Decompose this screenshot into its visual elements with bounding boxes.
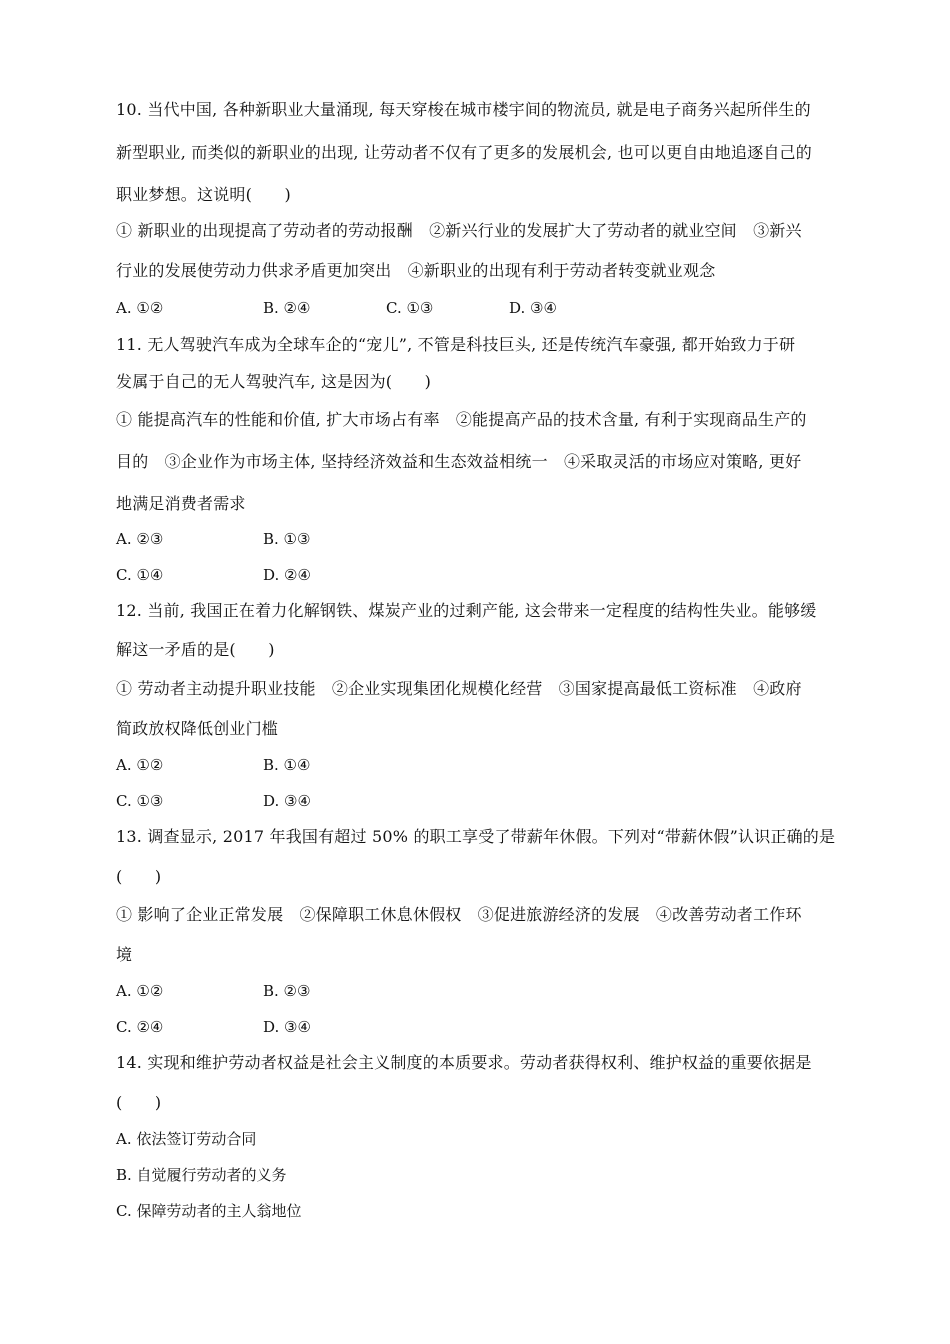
statement-line: ① 影响了企业正常发展 ②保障职工休息休假权 ③促进旅游经济的发展 ④改善劳动者工作环: [116, 905, 802, 924]
choice-c: C. ①③: [116, 792, 164, 810]
choice-c: C. ②④: [116, 1018, 164, 1036]
choice-d: D. ③④: [263, 1018, 311, 1036]
choice-b: B. ①④: [263, 756, 311, 774]
question-stem-line: 13. 调查显示, 2017 年我国有超过 50% 的职工享受了带薪年休假。下列对“带薪休假”认识正确的是: [116, 827, 836, 846]
statement-line: 简政放权降低创业门槛: [116, 719, 279, 738]
statement-line: ① 能提高汽车的性能和价值, 扩大市场占有率 ②能提高产品的技术含量, 有利于实现商品生产的: [116, 410, 807, 429]
choice-d: D. ③④: [263, 792, 311, 810]
choice-b: B. ①③: [263, 530, 311, 548]
choice-a: A. 依法签订劳动合同: [116, 1130, 257, 1148]
choice-d: D. ②④: [263, 566, 311, 584]
choice-d: D. ③④: [509, 299, 557, 317]
choice-c: C. 保障劳动者的主人翁地位: [116, 1202, 302, 1220]
question-stem-line: 新型职业, 而类似的新职业的出现, 让劳动者不仅有了更多的发展机会, 也可以更自由地追逐自己的: [116, 143, 812, 162]
choice-a: A. ①②: [116, 299, 164, 317]
question-stem-line: 11. 无人驾驶汽车成为全球车企的“宠儿”, 不管是科技巨头, 还是传统汽车豪强, 都开始致力于研: [116, 335, 796, 354]
statement-line: 地满足消费者需求: [116, 494, 246, 513]
choice-b: B. ②④: [263, 299, 311, 317]
question-stem-line: 12. 当前, 我国正在着力化解钢铁、煤炭产业的过剩产能, 这会带来一定程度的结构性失业。能够缓: [116, 601, 817, 620]
choice-b: B. 自觉履行劳动者的义务: [116, 1166, 287, 1184]
statement-line: 目的 ③企业作为市场主体, 坚持经济效益和生态效益相统一 ④采取灵活的市场应对策略, 更好: [116, 452, 802, 471]
choice-a: A. ②③: [116, 530, 164, 548]
statement-line: 行业的发展使劳动力供求矛盾更加突出 ④新职业的出现有利于劳动者转变就业观念: [116, 261, 716, 280]
question-stem-line: 职业梦想。这说明( ): [116, 185, 291, 204]
choice-b: B. ②③: [263, 982, 311, 1000]
question-stem-line: 发属于自己的无人驾驶汽车, 这是因为( ): [116, 372, 432, 391]
statement-line: ① 新职业的出现提高了劳动者的劳动报酬 ②新兴行业的发展扩大了劳动者的就业空间 ③新兴: [116, 221, 802, 240]
statement-line: 境: [116, 945, 133, 964]
choice-a: A. ①②: [116, 756, 164, 774]
question-stem-line: 14. 实现和维护劳动者权益是社会主义制度的本质要求。劳动者获得权利、维护权益的重要依据是: [116, 1053, 812, 1072]
choice-a: A. ①②: [116, 982, 164, 1000]
question-stem-line: ( ): [116, 867, 162, 886]
question-stem-line: 10. 当代中国, 各种新职业大量涌现, 每天穿梭在城市楼宇间的物流员, 就是电子商务兴起所伴生的: [116, 100, 811, 119]
choice-c: C. ①③: [386, 299, 434, 317]
question-stem-line: 解这一矛盾的是( ): [116, 640, 275, 659]
question-stem-line: ( ): [116, 1093, 162, 1112]
choice-c: C. ①④: [116, 566, 164, 584]
statement-line: ① 劳动者主动提升职业技能 ②企业实现集团化规模化经营 ③国家提高最低工资标准 ④政府: [116, 679, 802, 698]
